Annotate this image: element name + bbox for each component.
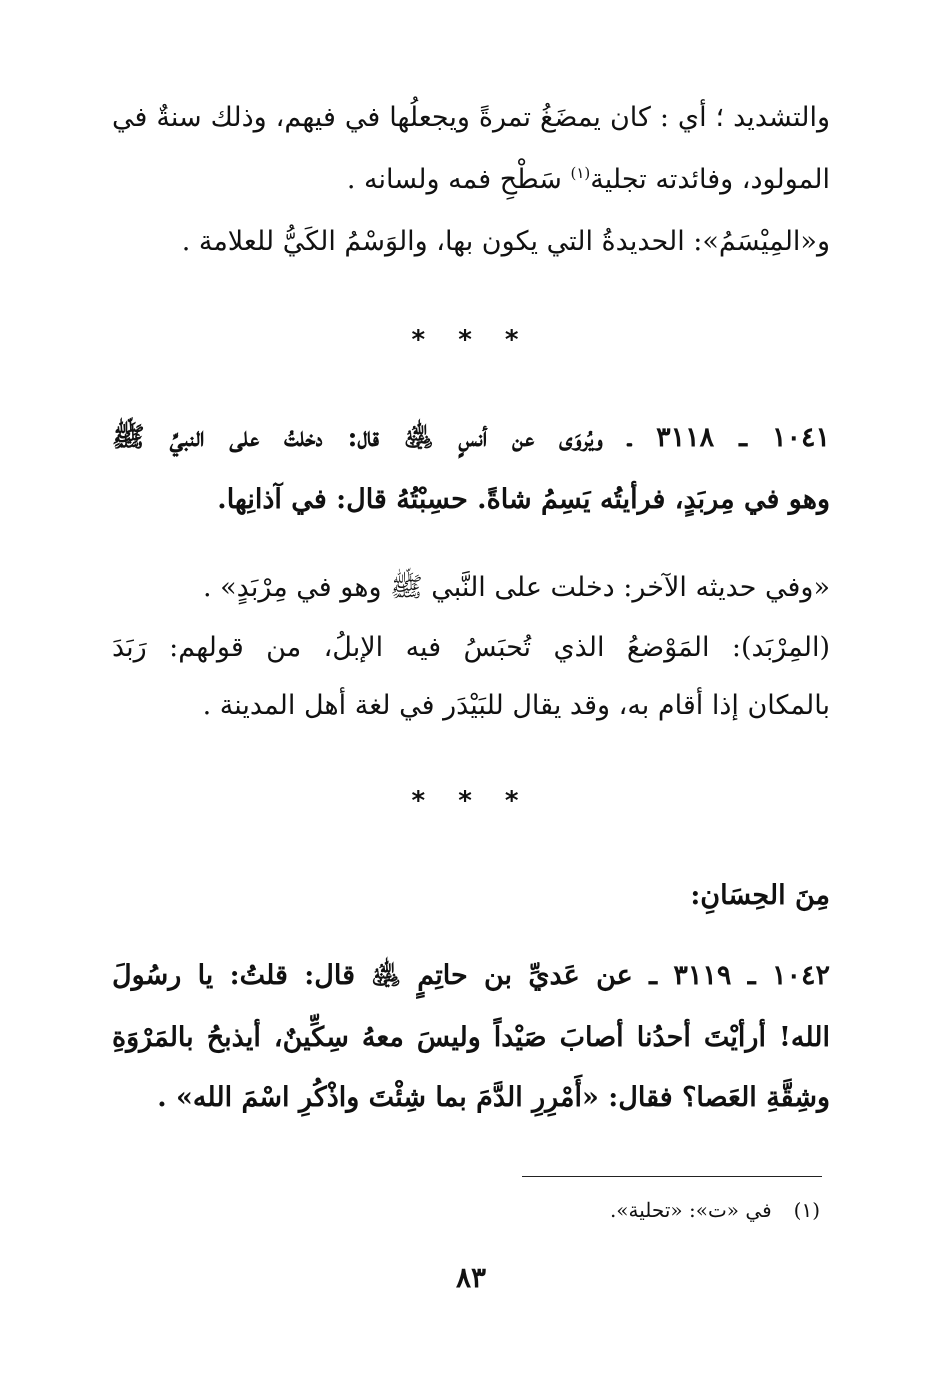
paragraph1-line2: [112, 160, 830, 200]
commentary-line2: (المِرْبَد): المَوْضعُ الذي تُحبَسُ فيه الإبلُ، من قولهم: رَبَدَ: [112, 632, 830, 663]
page-number: ٨٣: [455, 1261, 487, 1294]
paragraph1-line2-text: المولود، وفائدته تجلية: [590, 164, 830, 195]
hadith-1042-line3: وشِقَّةِ العَصا؟ فقال: «أَمْرِرِ الدَّمَ بما شِئْتَ واذْكُرِ اسْمَ الله» .: [157, 1082, 830, 1113]
footnote-reference: (١): [570, 164, 591, 182]
footnote-number: (١): [793, 1198, 820, 1222]
section-separator: * * *: [411, 325, 531, 355]
paragraph1-line2-rest: سَطْحِ فمه ولسانه .: [346, 164, 571, 195]
hadith-1041-line2: وهو في مِربَدٍ، فرأيتُه يَسِمُ شاةً. حسِبْتُهُ قال: في آذانِها.: [217, 484, 830, 515]
commentary-line1: «وفي حديثه الآخر: دخلت على النَّبي ﷺ وهو في مِرْبَدٍ» .: [202, 572, 830, 603]
paragraph1-line1: والتشديد ؛ أي : كان يمضَغُ تمرةً ويجعلُها في فيهم، وذلك سنةٌ في: [112, 102, 830, 133]
paragraph1-line3: و«المِيْسَمُ»: الحديدةُ التي يكون بها، والوَسْمُ الكَيُّ للعلامة .: [181, 226, 830, 257]
commentary-line3: بالمكان إذا أقام به، وقد يقال للبَيْدَر في لغة أهل المدينة .: [202, 690, 830, 721]
section-separator: * * *: [411, 786, 531, 816]
hadith-1041-line1: ١٠٤١ ـ ٣١١٨ ـ ويُروَى عن أنسٍ ﵁ قال: دخلتُ على النبيِّ ﷺ: [112, 422, 830, 453]
footnote-text: في «ت»: «تحلية».: [609, 1198, 772, 1222]
hadith-1042-line1: ١٠٤٢ ـ ٣١١٩ ـ عن عَديِّ بن حاتِمٍ ﵁ قال: قلتُ: يا رسُولَ: [112, 960, 830, 991]
footnote: [610, 1196, 820, 1224]
footnote-divider: [522, 1176, 822, 1177]
section-heading: مِنَ الحِسَانِ:: [690, 880, 830, 911]
hadith-1042-line2: الله! أرأيْتَ أحدُنا أصابَ صَيْداً وليسَ معهُ سِكِّينٌ، أيذبحُ بالمَرْوَةِ: [112, 1022, 830, 1053]
